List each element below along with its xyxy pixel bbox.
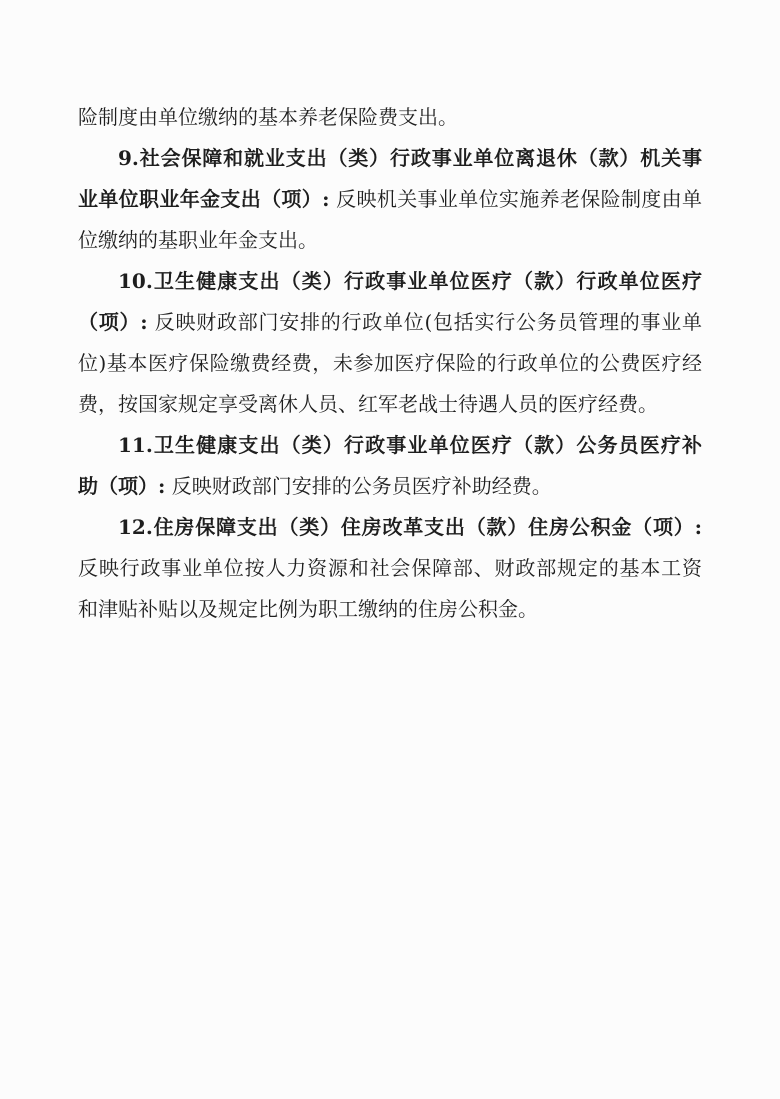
paragraph-12-line-1 [78,507,702,548]
body-text: 费，按国家规定享受离休人员、红军老战士待遇人员的医疗经费。 [78,392,658,416]
item-heading-text: 12.住房保障支出（类）住房改革支出（款）住房公积金（项）: [118,515,702,539]
paragraph-10-line-4 [78,384,702,425]
item-heading-text: 11.卫生健康支出（类）行政事业单位医疗（款）公务员医疗补 [118,433,702,457]
body-text: 反映行政事业单位按人力资源和社会保障部、财政部规定的基本工资 [78,556,702,580]
document-body [78,97,702,630]
paragraph-9-line-3 [78,220,702,261]
paragraph-11-line-2 [78,466,702,507]
paragraph-9-line-2 [78,179,702,220]
paragraph-12-line-3 [78,589,702,630]
item-heading-text: 助（项）: [78,474,166,498]
body-text: 位)基本医疗保险缴费经费，未参加医疗保险的行政单位的公费医疗经 [78,351,702,375]
body-text: 反映财政部门安排的公务员医疗补助经费。 [165,474,552,498]
body-text: 位缴纳的基职业年金支出。 [78,228,318,252]
paragraph-10-line-1 [78,261,702,302]
paragraph-8-tail-line-1 [78,97,702,138]
body-text: 反映机关事业单位实施养老保险制度由单 [329,187,702,211]
body-text: 和津贴补贴以及规定比例为职工缴纳的住房公积金。 [78,597,538,621]
paragraph-9-line-1 [78,138,702,179]
item-heading-text: 9.社会保障和就业支出（类）行政事业单位离退休（款）机关事 [118,146,702,170]
item-heading-text: 10.卫生健康支出（类）行政事业单位医疗（款）行政单位医疗 [118,269,702,293]
paragraph-12-line-2 [78,548,702,589]
item-heading-text: （项）: [78,310,148,334]
body-text: 险制度由单位缴纳的基本养老保险费支出。 [78,105,458,129]
paragraph-10-line-3 [78,343,702,384]
body-text: 反映财政部门安排的行政单位(包括实行公务员管理的事业单 [147,310,702,334]
item-heading-text: 业单位职业年金支出（项）: [78,187,330,211]
paragraph-10-line-2 [78,302,702,343]
paragraph-11-line-1 [78,425,702,466]
